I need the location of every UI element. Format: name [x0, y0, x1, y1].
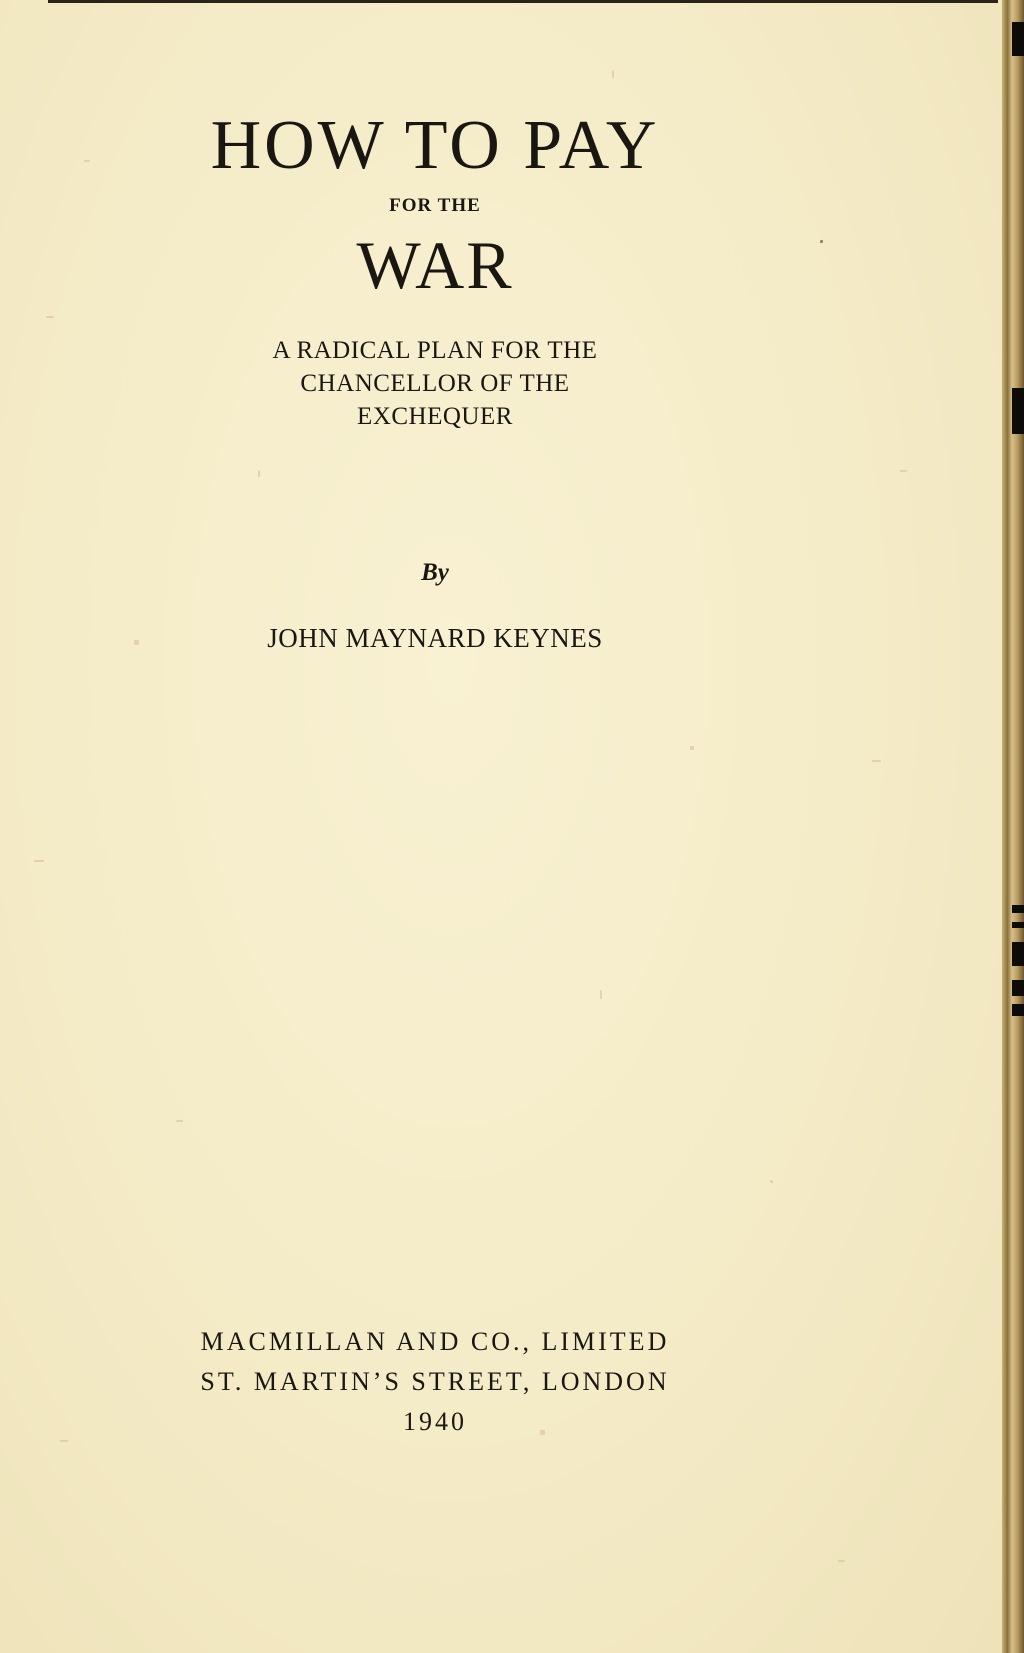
edge-mark: [1012, 1004, 1024, 1016]
book-title-war: WAR: [356, 227, 514, 303]
by-line: By: [421, 559, 449, 586]
author-name: JOHN MAYNARD KEYNES: [267, 623, 603, 653]
paper-fleck: [600, 990, 602, 999]
paper-fleck: [34, 860, 44, 862]
paper-fleck: [46, 316, 54, 318]
paper-fleck: [690, 746, 694, 750]
publisher-address: ST. MARTIN’S STREET, LONDON: [200, 1367, 670, 1396]
subtitle-line: A RADICAL PLAN FOR THE: [272, 337, 598, 364]
page-top-shadow: [48, 0, 998, 3]
paper-fleck: [176, 1120, 183, 1122]
edge-mark: [1012, 22, 1024, 56]
book-title-line: HOW TO PAY: [210, 107, 660, 184]
subtitle-line: EXCHEQUER: [357, 403, 513, 430]
paper-fleck: [900, 470, 907, 472]
paper-fleck: [872, 760, 881, 762]
paper-fleck: [612, 70, 614, 78]
publisher-name: MACMILLAN AND CO., LIMITED: [200, 1327, 670, 1356]
paper-fleck: [838, 1560, 845, 1562]
book-subtitle: [0, 334, 870, 433]
book-spine-edge: [1002, 0, 1024, 1653]
subtitle-line: CHANCELLOR OF THE: [300, 370, 570, 397]
edge-mark: [1012, 980, 1024, 996]
publication-year: 1940: [403, 1407, 467, 1436]
edge-mark: [1012, 905, 1024, 913]
paper-fleck: [258, 470, 260, 477]
edge-mark: [1012, 942, 1024, 966]
edge-mark: [1012, 388, 1024, 434]
publisher-block: [0, 1322, 870, 1442]
edge-mark: [1012, 922, 1024, 928]
paper-fleck: [770, 1180, 773, 1183]
book-title-for-the: FOR THE: [389, 195, 481, 216]
